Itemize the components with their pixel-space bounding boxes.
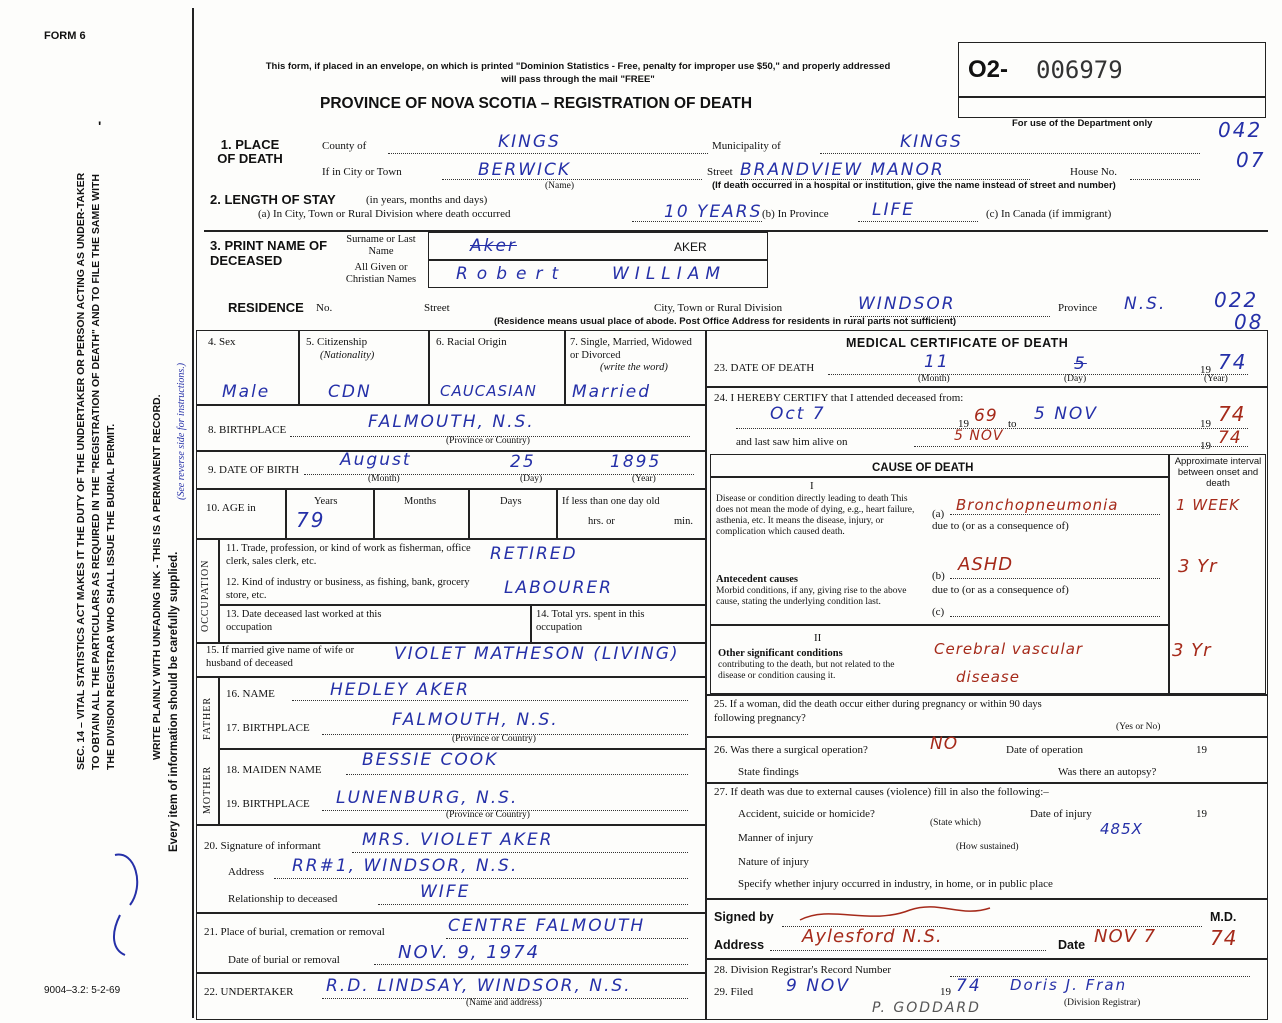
last-saw-date: 5 NOV [954,428,1004,444]
dept-use-note: For use of the Department only [1012,118,1153,129]
code-4: 08 [1234,310,1264,334]
residence-city: WINDSOR [858,294,956,314]
name-label: 3. PRINT NAME OF DECEASED [210,238,328,268]
margin-scribble [95,845,155,965]
interval-b: 3 Yr [1178,556,1218,577]
attended-from-year: 69 [974,406,998,426]
death-day: 5 [1074,354,1087,374]
cert-date: NOV 7 [1094,926,1157,947]
sex-value: Male [222,382,271,402]
municipality-value: KINGS [900,132,963,152]
death-year: 74 [1218,350,1248,374]
mother-maiden-name: BESSIE COOK [362,750,499,770]
attended-to-year: 74 [1218,402,1246,426]
stay-label: 2. LENGTH OF STAY [210,192,336,207]
birthplace-value: FALMOUTH, N.S. [368,412,535,432]
age-years: 79 [296,508,326,532]
death-month: 11 [924,352,950,372]
form-number: FORM 6 [44,30,86,42]
surname-struck: Aker [470,236,517,256]
institution-note: (If death occurred in a hospital or institution, give the name instead of street and number) [712,180,1116,191]
cause-b: ASHD [958,554,1014,575]
code-3: 022 [1214,288,1259,312]
code-1: 042 [1218,118,1263,142]
racial-value: CAUCASIAN [440,382,537,400]
code-485x: 485X [1100,820,1143,838]
burial-date: NOV. 9, 1974 [398,942,541,963]
cause-a: Bronchopneumonia [956,496,1119,514]
industry-value: LABOURER [504,578,613,598]
father-birthplace: FALMOUTH, N.S. [392,710,559,730]
occupation-value: RETIRED [490,544,578,564]
physician-signature [790,896,1000,930]
county-label: County of [322,140,367,152]
citizenship-value: CDN [328,382,372,402]
ink-notice: WRITE PLAINLY WITH UNFADING INK - THIS IS A PERMANENT RECORD. [151,394,163,760]
code-2: 07 [1236,148,1266,172]
city-label: If in City or Town [322,166,402,178]
relationship-value: WIFE [420,882,471,902]
informant-address: RR#1, WINDSOR, N.S. [292,856,519,876]
surgery-value: NO [930,734,959,754]
interval-other: 3 Yr [1172,640,1212,661]
see-reverse-note: (See reverse side for instructions.) [176,362,187,500]
other-condition-2: disease [956,668,1020,686]
stay-city-value: 10 YEARS [664,202,763,222]
physician-address: Aylesford N.S. [802,926,943,947]
frame-left [192,8,194,1018]
reg-prefix: O2- [968,56,1009,83]
every-item-notice: Every item of information should be carefully supplied. [168,551,180,852]
street-label: Street [707,166,733,178]
last-saw-year: 74 [1218,428,1242,448]
goddard-stamp: P. GODDARD [872,1000,981,1016]
registrar-signature: Doris J. Fran [1010,976,1128,994]
residence-province: N.S. [1124,294,1167,314]
filed-year: 74 [956,976,982,996]
medical-title: MEDICAL CERTIFICATE OF DEATH [846,336,1069,350]
statute-text: SEC. 14 – VITAL STATISTICS ACT MAKES IT THE DUTY OF THE UNDERTAKER OR PERSON ACTING AS UNDER-TAKER TO OBTAIN ALL THE PARTICULARS AS REQUIRED IN THE "REGISTRATION OF DEATH" AND TO FILE THE SAME WITH THE DIVISION REGISTRAR WHO SHALL ISSUE THE BURIAL PERMIT. [75,172,117,770]
stay-province-value: LIFE [872,200,916,220]
spouse-value: VIOLET MATHESON (LIVING) [394,644,680,664]
dob-day: 25 [510,452,536,472]
form-title: PROVINCE OF NOVA SCOTIA – REGISTRATION OF DEATH [320,95,753,112]
dob-month: August [340,450,412,470]
attended-to: 5 NOV [1034,404,1098,424]
footer-code: 9004–3.2: 5-2-69 [44,985,121,996]
undertaker-value: R.D. LINDSAY, WINDSOR, N.S. [326,976,632,996]
marital-value: Married [572,382,652,402]
given-name-1: Robert [456,264,568,284]
burial-place: CENTRE FALMOUTH [448,916,646,936]
dob-year: 1895 [610,452,662,472]
informant-name: MRS. VIOLET AKER [362,830,554,850]
county-value: KINGS [498,132,561,152]
house-label: House No. [1070,166,1118,178]
given-name-2: WILLIAM [612,264,727,284]
tick-mark: ' [98,118,102,134]
interval-a: 1 WEEK [1176,496,1240,514]
residence-label: RESIDENCE [228,300,304,315]
mail-notice: This form, if placed in an envelope, on which is printed "Dominion Statistics - Free, penalty for improper use $50," and properly addressed will pass through the mail "FREE" [265,61,891,85]
surname-value: AKER [674,240,707,254]
reg-number: 006979 [1036,56,1123,84]
filed-date: 9 NOV [786,976,850,996]
street-value: BRANDVIEW MANOR [740,160,945,180]
municipality-label: Municipality of [712,140,781,152]
father-name: HEDLEY AKER [330,680,470,700]
attended-from: Oct 7 [770,404,826,424]
other-condition: Cerebral vascular [934,640,1084,658]
city-value: BERWICK [478,160,572,180]
cert-date-year: 74 [1210,926,1238,950]
mother-birthplace: LUNENBURG, N.S. [336,788,519,808]
place-of-death-label: 1. PLACE OF DEATH [217,137,283,166]
